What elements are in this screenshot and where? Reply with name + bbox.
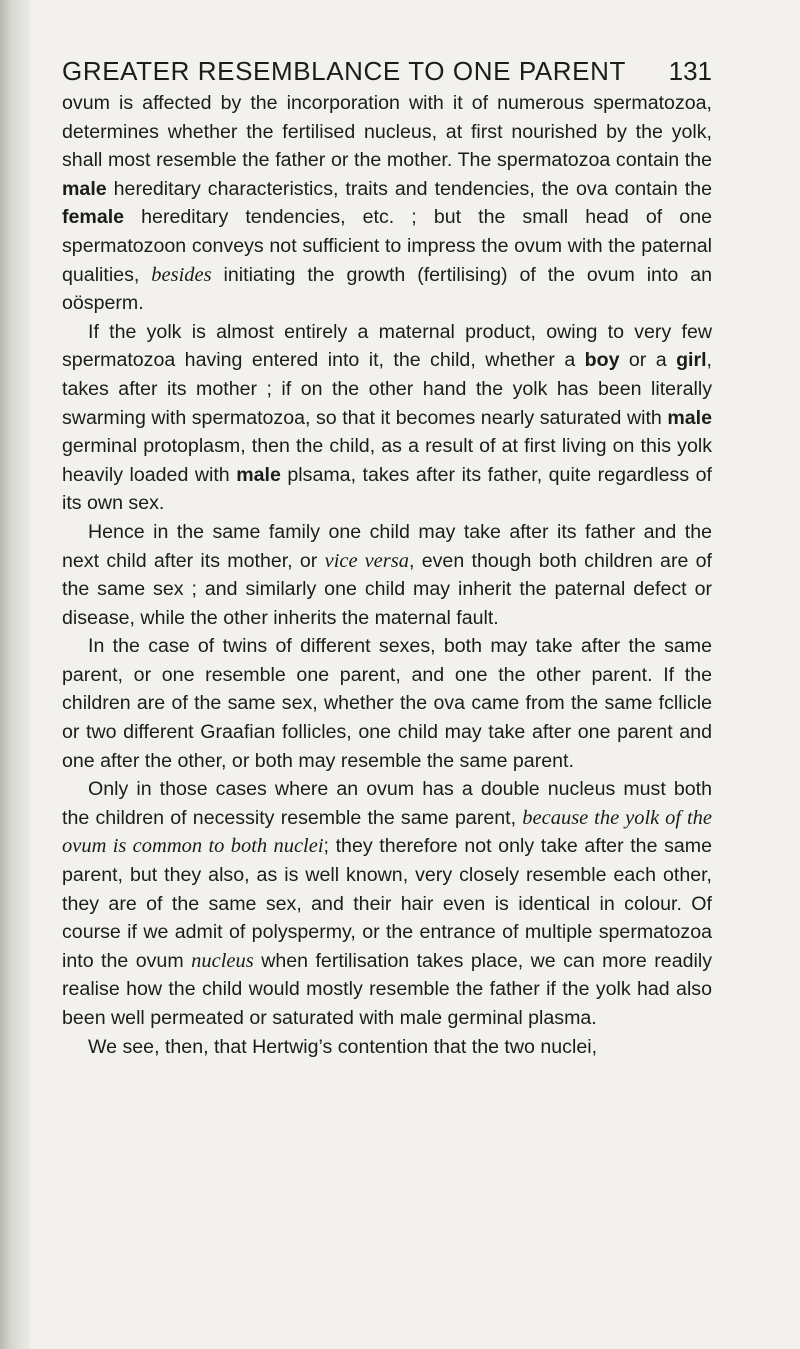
bold-text: male: [667, 406, 712, 429]
text-run: when fertilisation takes place, we can more readily realise how the child would mostly resemble the father if the yolk had also been well permeated or saturated with male germinal plasma.: [62, 949, 712, 1029]
italic-text: because the yolk of the ovum is common to both nuclei: [62, 806, 712, 858]
text-run: or a: [619, 349, 677, 372]
text-run: , even though both children are of the same sex ; and similarly one child may inherit the paternal defect or disease, while the other inherits the maternal fault.: [62, 549, 712, 629]
text-run: hereditary tendencies, etc. ; but the small head of one spermatozoon conveys not sufficient to impress the ovum with the paternal qualities,: [62, 206, 712, 286]
paragraph-4: [62, 632, 712, 775]
chapter-title: GREATER RESEMBLANCE TO ONE PARENT: [62, 56, 626, 86]
page-gutter-shadow: [0, 0, 30, 1349]
text-run: hereditary characteristics, traits and tendencies, the ova contain the: [106, 177, 712, 200]
paragraph-6: [62, 1033, 712, 1062]
text-run: germinal protoplasm, then the child, as a result of at first living on this yolk heavily loaded with: [62, 435, 712, 486]
bold-text: male: [62, 177, 107, 200]
page-number: 131: [668, 56, 712, 86]
text-run: If the yolk is almost entirely a maternal product, owing to very few spermatozoa having entered into it, the child, whether a: [62, 320, 712, 372]
paragraph-5: [62, 775, 712, 1032]
paragraph-1: [62, 89, 712, 318]
italic-text: nucleus: [191, 949, 254, 972]
italic-text: vice versa: [324, 549, 409, 572]
paragraph-2: [62, 318, 712, 518]
text-run: Hence in the same family one child may take after its father and the next child after its mother, or: [62, 520, 712, 572]
bold-text: female: [62, 206, 125, 229]
bold-text: girl: [676, 349, 707, 372]
text-run: , takes after its mother ; if on the other hand the yolk has been literally swarming with spermatozoa, so that it becomes nearly saturated with: [62, 349, 712, 429]
text-run: Only in those cases where an ovum has a double nucleus must both the children of necessity resemble the same parent,: [62, 778, 712, 829]
book-page: [62, 56, 712, 1061]
text-run: In the case of twins of different sexes, both may take after the same parent, or one resemble one parent, and one the other parent. If the children are of the same sex, whether the ova came from the same fcllicle or two different Graafian follicles, one child may take after one parent and one after the other, or both may resemble the same parent.: [62, 635, 712, 772]
text-run: ; they therefore not only take after the same parent, but they also, as is well known, very closely resemble each other, they are of the same sex, and their hair even is identical in colour. Of course if we admit of polyspermy, or the entrance of multiple spermatozoa into the ovum: [62, 835, 713, 972]
text-run: ovum is affected by the incorporation with it of numerous spermatozoa, determines whether the fertilised nucleus, at first nourished by the yolk, shall most resemble the father or the mother. The spermatozoa contain the: [62, 92, 712, 172]
bold-text: male: [236, 463, 281, 486]
running-head: [62, 56, 712, 87]
italic-text: besides: [151, 263, 212, 286]
text-run: initiating the growth (fertilising) of the ovum into an oösperm.: [62, 263, 712, 315]
text-run: plsama, takes after its father, quite regardless of its own sex.: [62, 463, 712, 515]
text-run: We see, then, that Hertwig’s contention that the two nuclei,: [88, 1035, 598, 1058]
bold-text: boy: [584, 349, 620, 372]
paragraph-3: [62, 518, 712, 632]
